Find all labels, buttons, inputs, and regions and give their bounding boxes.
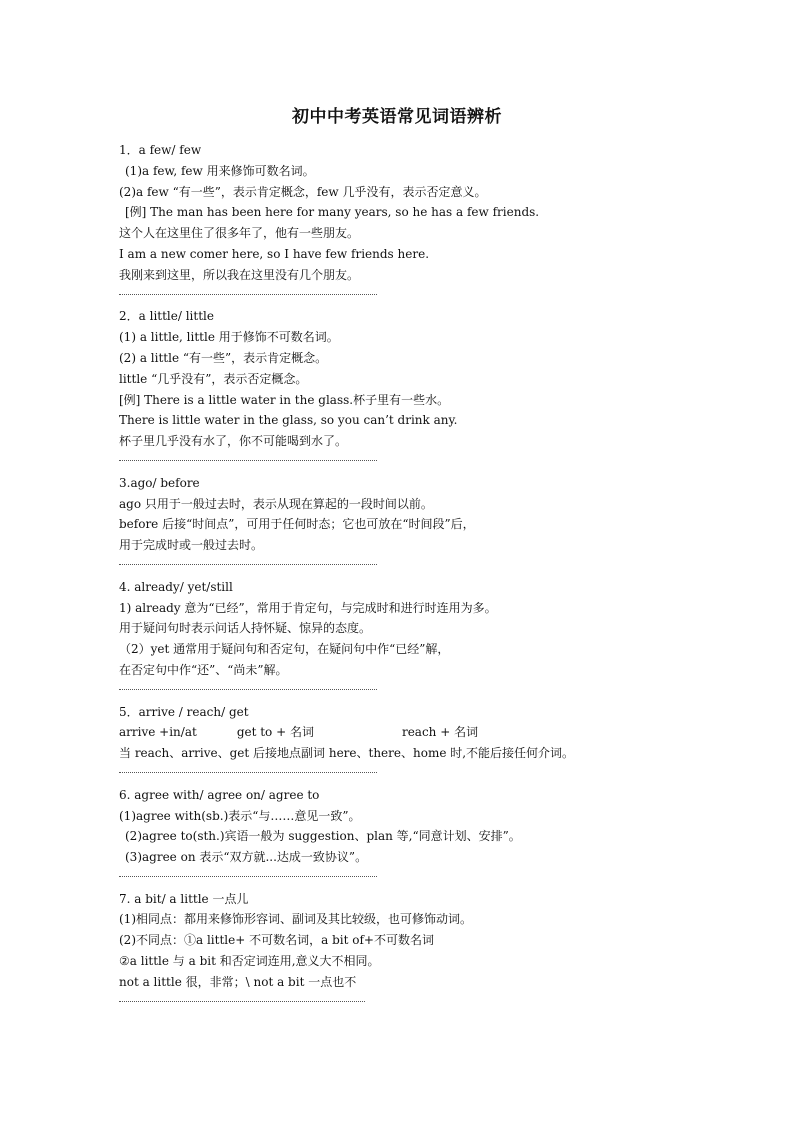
page-title: 初中中考英语常见词语辨析 — [292, 107, 502, 127]
text-line: 用于完成时或一般过去时。 — [119, 538, 264, 553]
example-line: [例] There is a little water in the glass.杯子里有一些水。 — [119, 392, 450, 407]
section-heading: 3.ago/ before — [119, 475, 200, 490]
section-heading: 5．arrive / reach/ get — [119, 704, 249, 719]
usage-row — [119, 722, 719, 743]
example-line: I am a new comer here, so I have few friends here. — [119, 246, 430, 261]
section-heading: 7. a bit/ a little 一点儿 — [119, 891, 249, 906]
text-line: (2)agree to(sth.)宾语一般为 suggestion、plan 等,“同意计划、安排”。 — [125, 829, 521, 844]
text-line: before 后接“时间点”，可用于任何时态；它也可放在“时间段”后， — [119, 517, 475, 532]
dotted-separator — [119, 993, 719, 1014]
text-line: (1)相同点：都用来修饰形容词、副词及其比较级，也可修饰动词。 — [119, 912, 473, 927]
section-heading: 2．a little/ little — [119, 309, 214, 324]
usage-get: get to + 名词 — [236, 725, 314, 740]
example-line: [例] The man has been here for many years, so he has a few friends. — [125, 205, 540, 220]
document-body — [119, 140, 719, 1013]
text-line: 当 reach、arrive、get 后接地点副词 here、there、home 时,不能后接任何介词。 — [119, 746, 575, 761]
usage-arrive: arrive +in/at — [119, 725, 197, 740]
text-line: little “几乎没有”，表示否定概念。 — [119, 371, 308, 386]
dotted-separator — [119, 681, 719, 702]
dotted-separator — [119, 556, 719, 577]
example-line: There is little water in the glass, so you can’t drink any. — [119, 413, 458, 428]
text-line: 这个人在这里住了很多年了，他有一些朋友。 — [119, 226, 360, 241]
text-line: (2) a little “有一些”，表示肯定概念。 — [119, 350, 328, 365]
text-line: 1) already 意为“已经”，常用于肯定句，与完成时和进行时连用为多。 — [119, 600, 497, 615]
text-line: (1) a little, little 用于修饰不可数名词。 — [119, 330, 339, 345]
text-line: (2)不同点：①a little+ 不可数名词，a bit of+不可数名词 — [119, 933, 434, 948]
dotted-separator — [119, 764, 719, 785]
text-line: 在否定句中作“还”、“尚未”解。 — [119, 662, 288, 677]
dotted-separator — [119, 452, 719, 473]
text-line: 杯子里几乎没有水了，你不可能喝到水了。 — [119, 434, 348, 449]
text-line: 用于疑问句时表示问话人持怀疑、惊异的态度。 — [119, 621, 372, 636]
text-line: ago 只用于一般过去时，表示从现在算起的一段时间以前。 — [119, 496, 433, 511]
section-heading: 4. already/ yet/still — [119, 579, 233, 594]
dotted-separator — [119, 868, 719, 889]
section-heading: 6. agree with/ agree on/ agree to — [119, 787, 320, 802]
text-line: (2)a few “有一些”，表示肯定概念，few 几乎没有，表示否定意义。 — [119, 184, 487, 199]
section-heading: 1．a few/ few — [119, 143, 202, 157]
text-line: 我刚来到这里，所以我在这里没有几个朋友。 — [119, 267, 360, 282]
text-line: not a little 很，非常；\ not a bit 一点也不 — [119, 974, 357, 989]
text-line: (3)agree on 表示“双方就...达成一致协议”。 — [125, 850, 368, 865]
text-line: （2）yet 通常用于疑问句和否定句，在疑问句中作“已经”解， — [119, 642, 450, 657]
text-line: (1)a few, few 用来修饰可数名词。 — [125, 163, 315, 178]
text-line: (1)agree with(sb.)表示“与……意见一致”。 — [119, 808, 361, 823]
text-line: ②a little 与 a bit 和否定词连用,意义大不相同。 — [119, 954, 380, 969]
usage-reach: reach + 名词 — [401, 725, 479, 740]
dotted-separator — [119, 286, 719, 307]
